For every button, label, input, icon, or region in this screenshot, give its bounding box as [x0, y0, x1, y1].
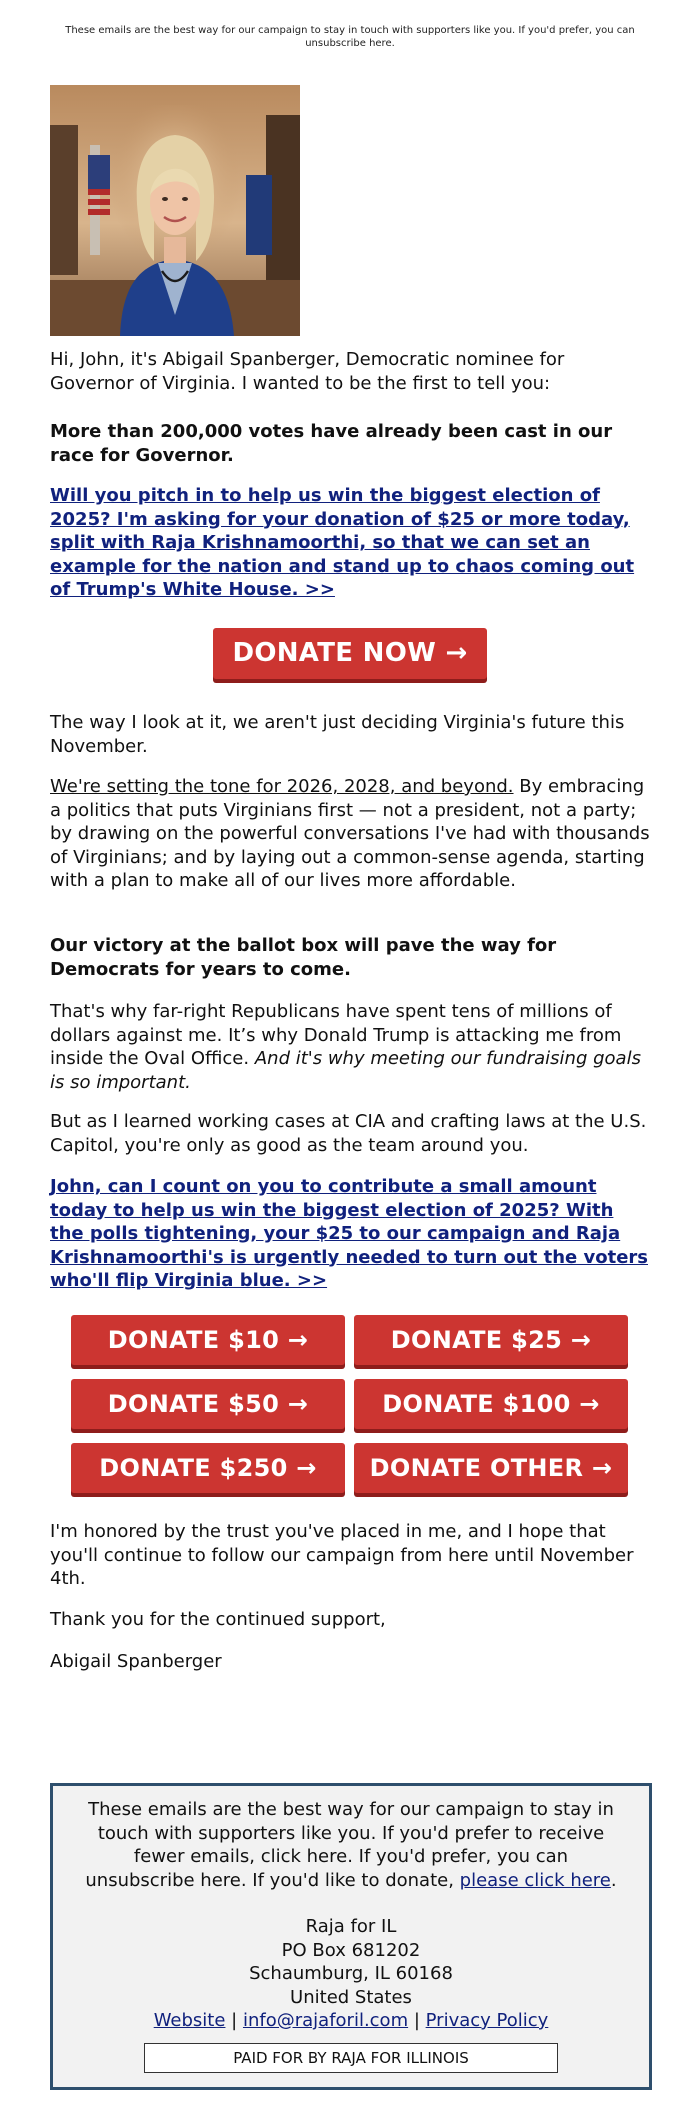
footer-country: United States	[290, 1986, 412, 2008]
donate-25-button[interactable]: DONATE $25 →	[354, 1315, 628, 1365]
donate-other-button[interactable]: DONATE OTHER →	[354, 1443, 628, 1493]
donate-50-button[interactable]: DONATE $50 →	[71, 1379, 345, 1429]
donate-10-button[interactable]: DONATE $10 →	[71, 1315, 345, 1365]
future-paragraph: The way I look at it, we aren't just deciding Virginia's future this November.	[50, 712, 625, 757]
footer-period: .	[610, 1869, 617, 1891]
victory-headline: Our victory at the ballot box will pave the way for Democrats for years to come.	[50, 935, 557, 980]
footer-org-name: Raja for IL	[305, 1916, 397, 1937]
footer-website-link[interactable]: Website	[153, 2010, 226, 2031]
donation-ask-link-2[interactable]: John, can I count on you to contribute a small amount today to help us win the biggest election of 2025? With the polls tightening, your $25 to our campaign and Raja Krishnamoorthi's is urgently needed to turn out the voters who'll flip Virginia blue. >>	[50, 1176, 648, 1291]
footer-donate-link[interactable]: please click here	[459, 1869, 611, 1891]
footer-disclaimer	[53, 1786, 649, 1892]
thanks-line: Thank you for the continued support,	[50, 1609, 386, 1630]
footer-po-box: PO Box 681202	[281, 1939, 421, 1961]
signature: Abigail Spanberger	[50, 1651, 222, 1672]
donate-now-button[interactable]: DONATE NOW →	[213, 628, 487, 679]
footer-disclaimer-text: These emails are the best way for our campaign to stay in touch with supporters like you. If you'd prefer to receive fewer emails, click here. If you'd prefer, you can unsubscribe here. If you'd like to donate,	[85, 1799, 614, 1891]
footer-email-link[interactable]: info@rajaforil.com	[242, 2010, 409, 2031]
intro-paragraph: Hi, John, it's Abigail Spanberger, Democratic nominee for Governor of Virginia. I wanted to be the first to tell you:	[50, 349, 565, 394]
preheader-text: These emails are the best way for our campaign to stay in touch with supporters like you. If you'd prefer, you can unsubscribe here.	[65, 25, 635, 49]
republicans-sentences: That's why far-right Republicans have spent tens of millions of dollars against me. It’s why Donald Trump is attacking me from inside the Oval Office.	[50, 1001, 622, 1069]
fundraising-goals-italic: And it's why meeting our fundraising goals is so important.	[50, 1048, 641, 1093]
footer-city: Schaumburg, IL 60168	[249, 1963, 453, 1984]
footer-box	[50, 1783, 652, 2090]
cia-paragraph: But as I learned working cases at CIA and crafting laws at the U.S. Capitol, you're only as good as the team around you.	[50, 1111, 647, 1156]
tone-paragraph	[50, 775, 650, 893]
republicans-paragraph	[50, 1000, 650, 1094]
footer-address	[53, 1915, 649, 2033]
candidate-portrait-illustration	[50, 85, 300, 336]
honored-paragraph: I'm honored by the trust you've placed in me, and I hope that you'll continue to follow our campaign from here until November 4th.	[50, 1521, 634, 1589]
votes-headline: More than 200,000 votes have already been cast in our race for Governor.	[50, 421, 613, 466]
donate-100-button[interactable]: DONATE $100 →	[354, 1379, 628, 1429]
footer-separator: |	[225, 2010, 243, 2031]
tone-sentence-rest: By embracing a politics that puts Virginians first — not a president, not a party; by drawing on the powerful conversations I've had with thousands of Virginians; and by laying out a common-sense agenda, starting with a plan to make all of our lives more affordable.	[50, 776, 650, 891]
footer-separator: |	[408, 2010, 426, 2031]
donate-250-button[interactable]: DONATE $250 →	[71, 1443, 345, 1493]
donation-ask-link-1[interactable]: Will you pitch in to help us win the biggest election of 2025? I'm asking for your donation of $25 or more today, split with Raja Krishnamoorthi, so that we can set an example for the nation and stand up to chaos coming out of Trump's White House. >>	[50, 485, 635, 600]
footer-privacy-link[interactable]: Privacy Policy	[425, 2010, 549, 2031]
tone-underlined-sentence: We're setting the tone for 2026, 2028, and beyond.	[50, 776, 514, 797]
candidate-photo	[50, 85, 300, 336]
footer-links	[53, 2009, 649, 2033]
paid-for-disclaimer: PAID FOR BY RAJA FOR ILLINOIS	[144, 2043, 558, 2073]
